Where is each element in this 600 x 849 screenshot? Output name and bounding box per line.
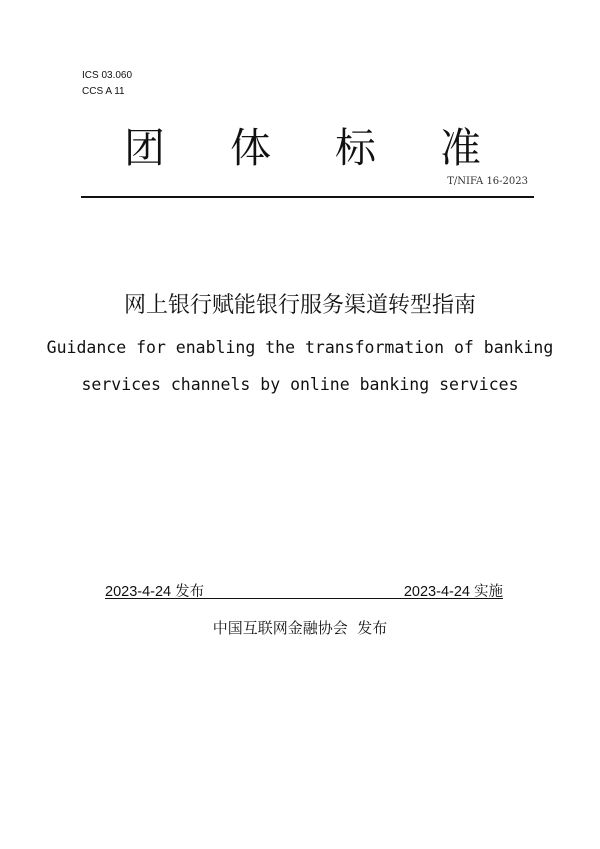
implement-date: 2023-4-24 实施: [403, 584, 503, 600]
dates-row: [105, 580, 503, 599]
issue-date: 2023-4-24 发布: [105, 584, 205, 600]
ccs-code: CCS A 11: [82, 86, 125, 97]
document-type-heading: [0, 122, 600, 174]
heading-char: 准: [440, 124, 481, 172]
heading-char: 体: [230, 124, 271, 172]
ics-code: ICS 03.060: [82, 70, 133, 81]
heading-char: 标: [335, 124, 376, 172]
title-english-line2: services channels by online banking services: [81, 375, 519, 394]
title-english-line1: Guidance for enabling the transformation of banking: [46, 338, 554, 357]
title-chinese: 网上银行赋能银行服务渠道转型指南: [123, 293, 476, 318]
publisher: 中国互联网金融协会 发布: [212, 619, 388, 637]
header-rule: [81, 196, 534, 198]
standard-number: T/NIFA 16-2023: [447, 176, 528, 187]
classification-codes: [82, 68, 132, 100]
heading-char: 团: [124, 124, 165, 172]
